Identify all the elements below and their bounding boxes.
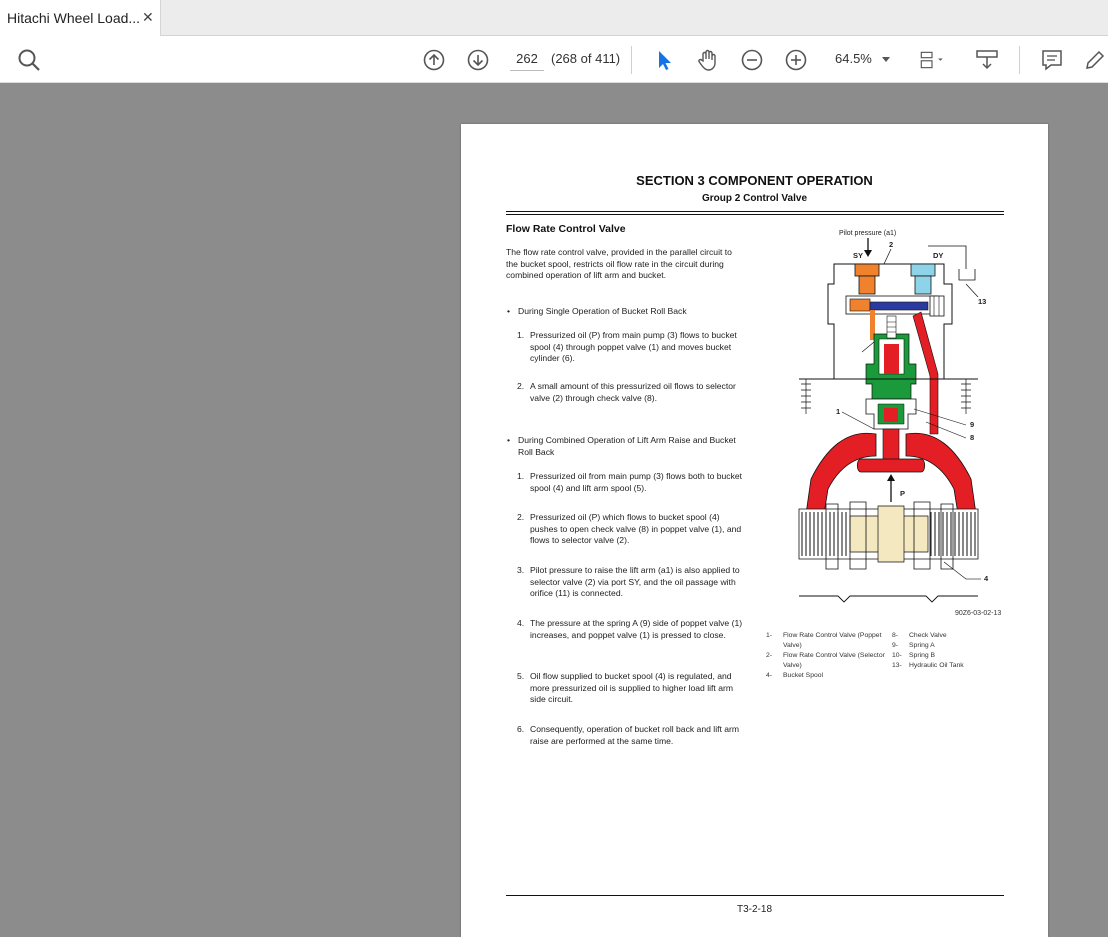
legend-item: [892, 661, 1002, 671]
page-number-input[interactable]: 262: [510, 47, 544, 71]
comment-icon[interactable]: [1039, 47, 1065, 73]
list-number: 4.: [517, 618, 525, 628]
list-text: A small amount of this pressurized oil flows to selector valve (2) through check valve (8).: [530, 381, 736, 403]
legend-number: 13-: [892, 662, 902, 669]
previous-page-icon[interactable]: [421, 47, 447, 73]
list-item: [517, 512, 747, 547]
list-number: 2.: [517, 512, 525, 522]
pilot-pressure-label: Pilot pressure (a1): [839, 230, 897, 237]
port-dy-label: DY: [933, 251, 944, 260]
legend-number: 10-: [892, 652, 902, 659]
legend-text: Spring B: [909, 652, 936, 659]
section-title: SECTION 3 COMPONENT OPERATION: [636, 173, 873, 188]
callout-2: 2: [889, 240, 894, 249]
page-footer: T3-2-18: [736, 904, 772, 915]
callout-9: 9: [970, 420, 975, 429]
callout-8: 8: [970, 433, 975, 442]
list-text: Pressurized oil (P) which flows to bucket spool (4) pushes to open check valve (8) in poppet valve (1), and flows to selector valve (2).: [530, 512, 742, 546]
list-number: 1.: [517, 330, 525, 340]
list-item: [517, 565, 747, 600]
bullet-heading: • During Single Operation of Bucket Roll Back: [506, 306, 742, 318]
callout-13: 13: [978, 297, 987, 306]
list-text: Pressurized oil from main pump (3) flows both to bucket spool (4) and lift arm spool (5).: [530, 471, 743, 493]
legend-number: 4-: [766, 672, 773, 679]
legend-text: Flow Rate Control Valve (Selector Valve): [783, 652, 885, 669]
legend-text: Hydraulic Oil Tank: [909, 662, 964, 669]
port-sy-label: SY: [853, 251, 864, 260]
pdf-page: [461, 124, 1048, 937]
footer-rule: [506, 895, 1004, 896]
pressure-p-label: P: [900, 489, 906, 498]
search-icon[interactable]: [16, 47, 42, 73]
toolbar-separator: [1019, 46, 1020, 74]
legend-item: [766, 631, 886, 651]
chevron-down-icon[interactable]: [882, 57, 890, 62]
page-display-icon[interactable]: [919, 47, 945, 73]
legend-text: Spring A: [909, 642, 935, 649]
legend-item: [892, 651, 1002, 661]
list-number: 2.: [517, 381, 525, 391]
list-number: 6.: [517, 724, 525, 734]
legend-number: 8-: [892, 632, 899, 639]
toolbar: [0, 36, 1108, 83]
toolbar-separator: [631, 46, 632, 74]
legend-item: [766, 651, 886, 671]
legend-number: 2-: [766, 652, 773, 659]
select-cursor-icon[interactable]: [651, 47, 677, 73]
document-viewer[interactable]: [0, 84, 1108, 937]
close-tab-icon[interactable]: ✕: [142, 9, 154, 25]
callout-4: 4: [984, 574, 989, 583]
page-count: (268 of 411): [551, 51, 621, 66]
list-item: [517, 724, 747, 747]
list-item: [517, 471, 747, 494]
legend-text: Flow Rate Control Valve (Poppet Valve): [783, 632, 882, 649]
document-tab[interactable]: [0, 0, 161, 37]
legend-text: Check Valve: [909, 632, 947, 639]
header-rule: [506, 214, 1004, 215]
list-text: Consequently, operation of bucket roll back and lift arm raise are performed at the same time.: [530, 724, 740, 746]
legend-item: [892, 631, 1002, 641]
list-text: Pressurized oil (P) from main pump (3) flows to bucket spool (4) through poppet valve (1) and moves bucket cylinder (6).: [530, 330, 737, 364]
flow-rate-control-valve-diagram: [766, 224, 1011, 624]
list-text: Oil flow supplied to bucket spool (4) is regulated, and more pressurized oil is supplied to higher load lift arm side circuit.: [530, 671, 734, 705]
tab-title: Hitachi Wheel Load...: [7, 10, 141, 26]
list-item: [517, 381, 747, 404]
callout-1: 1: [836, 407, 841, 416]
group-title: Group 2 Control Valve: [701, 193, 808, 204]
hand-tool-icon[interactable]: [695, 47, 721, 73]
scroll-mode-icon[interactable]: [974, 47, 1000, 73]
bullet-heading: • During Combined Operation of Lift Arm Raise and Bucket Roll Back: [506, 435, 742, 458]
zoom-out-icon[interactable]: [739, 47, 765, 73]
section-heading: Flow Rate Control Valve: [506, 223, 626, 235]
zoom-level-select[interactable]: 64.5%: [835, 51, 872, 66]
list-item: [517, 618, 747, 641]
figure-legend-left: [766, 631, 886, 681]
zoom-in-icon[interactable]: [783, 47, 809, 73]
list-number: 5.: [517, 671, 525, 681]
list-number: 1.: [517, 471, 525, 481]
intro-paragraph: The flow rate control valve, provided in the parallel circuit to the bucket spool, restricts oil flow rate in the circuit during combined operation of lift arm and bucket.: [506, 247, 732, 281]
list-item: [517, 330, 747, 365]
legend-text: Bucket Spool: [783, 672, 824, 679]
list-text: Pilot pressure to raise the lift arm (a1) is also applied to selector valve (2) via port SY, and the oil passage with orifice (11) is connected.: [530, 565, 740, 599]
tab-bar: [0, 0, 1108, 36]
list-item: [517, 671, 747, 706]
list-number: 3.: [517, 565, 525, 575]
legend-number: 9-: [892, 642, 899, 649]
legend-item: [766, 671, 886, 681]
legend-number: 1-: [766, 632, 773, 639]
header-rule: [506, 211, 1004, 212]
next-page-icon[interactable]: [465, 47, 491, 73]
legend-item: [892, 641, 1002, 651]
list-text: The pressure at the spring A (9) side of poppet valve (1) increases, and poppet valve (1) is pressed to close.: [530, 618, 743, 640]
pen-icon[interactable]: [1081, 47, 1107, 73]
figure-legend-right: [892, 631, 1002, 671]
figure-id: 90Z6-03-02-13: [955, 610, 1002, 617]
